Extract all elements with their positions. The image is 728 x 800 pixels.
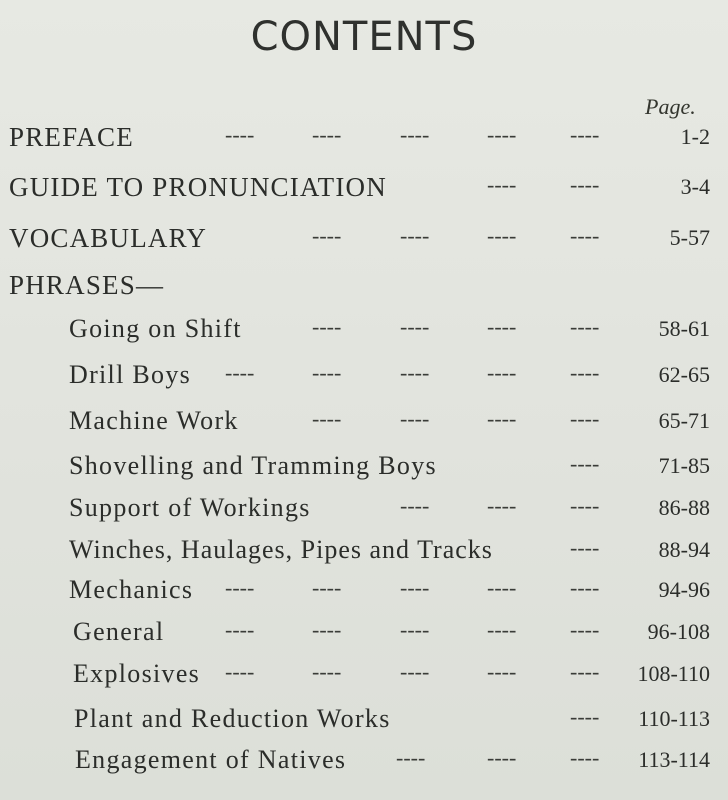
leader-dots: ---- (487, 360, 517, 385)
leader-dots: ---- (400, 223, 430, 248)
toc-subentry-label: Plant and Reduction Works (74, 704, 391, 733)
toc-subentry-label: General (73, 617, 165, 646)
leader-dots: ---- (487, 223, 517, 248)
leader-dots: ---- (225, 617, 255, 642)
leader-dots: ---- (570, 704, 600, 729)
toc-entry-label: PHRASES— (9, 270, 165, 300)
contents-title: CONTENTS (250, 14, 478, 60)
toc-entry-label: VOCABULARY (9, 223, 208, 253)
leader-dots: ---- (487, 617, 517, 642)
toc-entry-label: GUIDE TO PRONUNCIATION (9, 172, 387, 202)
toc-subentry-pages: 58-61 (658, 316, 710, 341)
leader-dots: ---- (570, 659, 600, 684)
leader-dots: ---- (487, 122, 517, 147)
leader-dots: ---- (312, 617, 342, 642)
leader-dots: ---- (570, 406, 600, 431)
leader-dots: ---- (400, 314, 430, 339)
toc-subentry-label: Support of Workings (69, 493, 311, 522)
toc-subentry-pages: 88-94 (658, 537, 710, 562)
toc-subentry-label: Engagement of Natives (75, 745, 347, 774)
leader-dots: ---- (570, 493, 600, 518)
page-column-header: Page. (645, 94, 696, 119)
leader-dots: ---- (570, 122, 600, 147)
toc-entry-pages: 1-2 (680, 124, 710, 149)
leader-dots: ---- (400, 360, 430, 385)
toc-subentry-pages: 65-71 (658, 408, 710, 433)
leader-dots: ---- (312, 659, 342, 684)
toc-entry-pronunciation (0, 172, 728, 212)
toc-subentry-label: Machine Work (69, 406, 239, 435)
leader-dots: ---- (400, 493, 430, 518)
leader-dots: ---- (225, 360, 255, 385)
leader-dots: ---- (400, 659, 430, 684)
leader-dots: ---- (312, 575, 342, 600)
toc-entry-preface (0, 122, 728, 162)
toc-subentry-pages: 113-114 (638, 747, 710, 772)
leader-dots: ---- (487, 314, 517, 339)
toc-subentry-pages: 96-108 (647, 619, 710, 644)
leader-dots: ---- (400, 617, 430, 642)
toc-subentry-label: Drill Boys (69, 360, 192, 389)
toc-subentry-label: Shovelling and Tramming Boys (69, 451, 437, 480)
toc-subentry (0, 493, 728, 533)
toc-subentry-pages: 62-65 (658, 362, 710, 387)
leader-dots: ---- (487, 493, 517, 518)
leader-dots: ---- (570, 617, 600, 642)
leader-dots: ---- (400, 122, 430, 147)
toc-subentry-pages: 94-96 (658, 577, 710, 602)
toc-subentry-pages: 108-110 (637, 661, 710, 686)
toc-subentry (0, 745, 728, 785)
leader-dots: ---- (570, 314, 600, 339)
leader-dots: ---- (570, 360, 600, 385)
toc-entry-pages: 5-57 (669, 225, 710, 250)
leader-dots: ---- (487, 745, 517, 770)
toc-subentry-pages: 86-88 (658, 495, 710, 520)
toc-subentry-label: Going on Shift (69, 314, 242, 343)
toc-entry-pages: 3-4 (680, 174, 710, 199)
leader-dots: ---- (312, 314, 342, 339)
leader-dots: ---- (570, 575, 600, 600)
leader-dots: ---- (487, 575, 517, 600)
leader-dots: ---- (400, 406, 430, 431)
toc-entry-vocabulary (0, 223, 728, 263)
toc-subentry-label: Mechanics (69, 575, 194, 604)
leader-dots: ---- (312, 360, 342, 385)
leader-dots: ---- (312, 223, 342, 248)
toc-subentry (0, 617, 728, 657)
toc-subentry-label: Explosives (73, 659, 201, 688)
toc-subentry-pages: 110-113 (638, 706, 710, 731)
toc-subentry (0, 575, 728, 615)
toc-subentry (0, 451, 728, 491)
toc-subentry (0, 704, 728, 744)
toc-subentry (0, 659, 728, 699)
leader-dots: ---- (225, 122, 255, 147)
leader-dots: ---- (225, 659, 255, 684)
toc-subentry (0, 314, 728, 354)
leader-dots: ---- (396, 745, 426, 770)
leader-dots: ---- (487, 659, 517, 684)
toc-subentry-label: Winches, Haulages, Pipes and Tracks (69, 535, 493, 564)
toc-subentry (0, 360, 728, 400)
leader-dots: ---- (225, 575, 255, 600)
toc-subentry (0, 406, 728, 446)
leader-dots: ---- (400, 575, 430, 600)
toc-subentry (0, 535, 728, 575)
toc-entry-phrases (0, 270, 728, 310)
leader-dots: ---- (487, 172, 517, 197)
leader-dots: ---- (570, 172, 600, 197)
leader-dots: ---- (312, 406, 342, 431)
toc-subentry-pages: 71-85 (658, 453, 710, 478)
leader-dots: ---- (570, 451, 600, 476)
leader-dots: ---- (487, 406, 517, 431)
leader-dots: ---- (570, 745, 600, 770)
leader-dots: ---- (312, 122, 342, 147)
toc-entry-label: PREFACE (9, 122, 134, 152)
leader-dots: ---- (570, 223, 600, 248)
leader-dots: ---- (570, 535, 600, 560)
